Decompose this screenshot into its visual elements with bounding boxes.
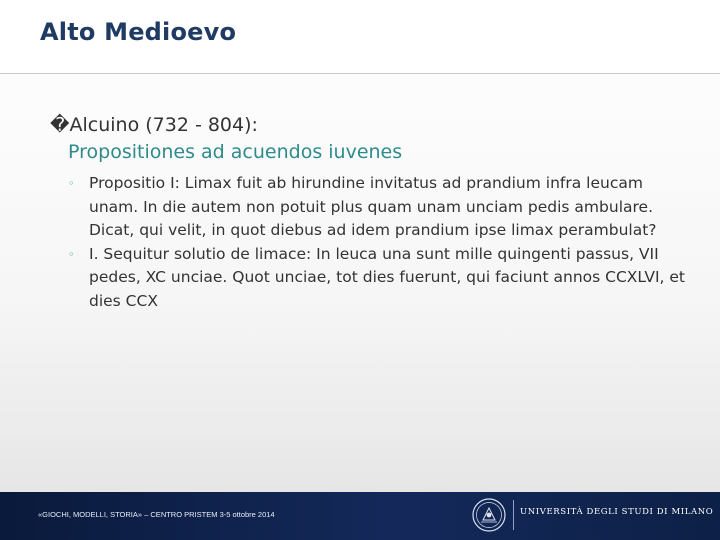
- main-point: [50, 112, 690, 166]
- bullet-marker: ◦: [68, 247, 75, 261]
- sub-point-text: Propositio I: Limax fuit ab hirundine invitatus ad prandium infra leucam unam. In die autem non potuit plus quam unam unciam pedis ambulare. Dicat, qui velit, in quot diebus ad idem prandium ipse limax perambulat?: [89, 174, 657, 239]
- sub-point-list: [68, 172, 688, 313]
- work-title: Propositiones ad acuendos iuvenes: [68, 141, 403, 163]
- sub-point: [68, 172, 688, 243]
- university-seal-icon: [472, 498, 506, 532]
- footer-text: «GIOCHI, MODELLI, STORIA» – CENTRO PRISTEM 3-5 ottobre 2014: [38, 510, 275, 519]
- footer-bar: [0, 492, 720, 540]
- main-bullet: �: [50, 114, 70, 136]
- university-name: UNIVERSITÀ DEGLI STUDI DI MILANO: [520, 507, 714, 517]
- slide-title: Alto Medioevo: [40, 18, 237, 46]
- main-point-lead: Alcuino (732 - 804):: [69, 114, 258, 136]
- sub-point: [68, 243, 688, 314]
- sub-point-text: I. Sequitur solutio de limace: In leuca una sunt mille quingenti passus, VII pedes, XC unciae. Quot unciae, tot dies fuerunt, qui faciunt annos CCXLVI, et dies CCX: [89, 244, 685, 310]
- footer-separator: [513, 500, 514, 530]
- bullet-marker: ◦: [68, 177, 75, 190]
